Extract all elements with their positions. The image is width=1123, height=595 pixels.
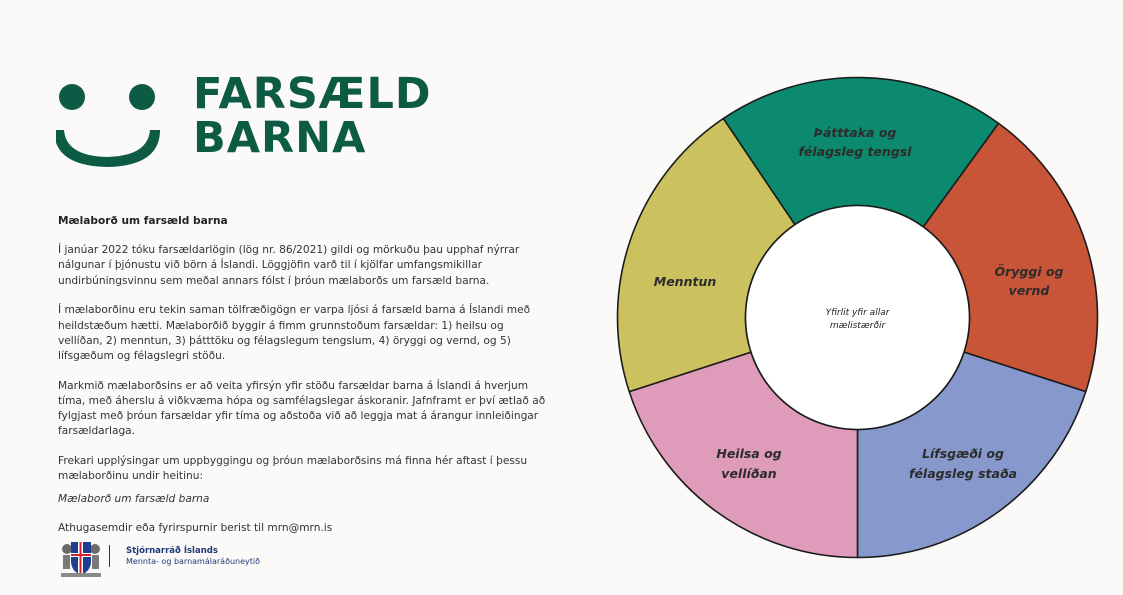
government-footer: [58, 533, 318, 579]
intro-heading: Mælaborð um farsæld barna: [58, 215, 228, 227]
segment-quality-label-1: Lífsgæði og: [922, 446, 1004, 461]
logo-line-2: BARNA: [193, 113, 367, 163]
overview-all-indicators[interactable]: [746, 206, 970, 430]
footer-org-name: Stjórnarráð Íslands: [126, 546, 218, 556]
segment-education-label-1: Menntun: [653, 274, 717, 289]
segment-quality-label-2: félagsleg staða: [909, 466, 1017, 481]
segment-safety-label-1: Öryggi og: [994, 264, 1064, 279]
intro-paragraph-1: Í janúar 2022 tóku farsældarlögin (lög nr. 86/2021) gildi og mörkuðu þau upphaf nýrrar nálgunar í þjónustu við börn á Íslandi. Löggjöfin varð til í kjölfar umfangsmikillar undirbúningsvinnu sem meðal annars fólst í þróun mælaborðs um farsæld barna.: [58, 244, 520, 287]
coat-of-arms-icon: [58, 533, 104, 579]
segment-safety-label-2: vernd: [1008, 283, 1050, 298]
footer-ministry-name: Mennta- og barnamálaráðuneytið: [126, 557, 261, 566]
smiley-logo-icon: [56, 70, 186, 170]
overview-label-2: mælistærðir: [829, 321, 886, 331]
intro-paragraph-4: Frekari upplýsingar um uppbyggingu og þróun mælaborðsins má finna hér aftast í þessu mælaborðinu undir heitinu:: [58, 454, 528, 483]
farsaeld-wheel-navigation: [615, 75, 1100, 560]
intro-paragraph-2: Í mælaborðinu eru tekin saman tölfræðigögn er varpa ljósi á farsæld barna á Íslandi með heildstæðum hætti. Mælaborðið byggir á fimm grunnstoðum farsældar: 1) heilsu og vellíðan, 2) menntun, 3) þátttöku og félagslegum tengslum, 4) öryggi og vernd, og 5) lífsgæðum og félagslegri stöðu.: [58, 304, 531, 362]
overview-label-1: Yfirlit yfir allar: [825, 308, 890, 318]
segment-health-label-1: Heilsa og: [716, 446, 782, 461]
segment-participation-label-2: félagsleg tengsl: [798, 144, 912, 159]
logo-line-1: FARSÆLD: [193, 69, 432, 119]
segment-health-label-2: vellíðan: [721, 466, 777, 481]
contact-text: Athugasemdir eða fyrirspurnir berist til mrn@mrn.is: [58, 521, 333, 534]
info-page-link[interactable]: Mælaborð um farsæld barna: [58, 493, 210, 506]
footer-separator: [109, 545, 110, 567]
intro-text: [58, 214, 548, 550]
logo-wordmark: [193, 69, 432, 163]
segment-participation-label-1: Þátttaka og: [813, 125, 897, 140]
farsaeld-barna-logo: [56, 69, 432, 170]
intro-paragraph-3: Markmið mælaborðsins er að veita yfirsýn yfir stöðu farsældar barna á Íslandi á hverjum tíma, með áherslu á viðkvæma hópa og samfélagslegar áskoranir. Jafnframt er því ætlað að fylgjast með þróun farsældar yfir tíma og aðstoða við að leggja mat á árangur innleiðingar farsældarlaga.: [58, 379, 546, 438]
